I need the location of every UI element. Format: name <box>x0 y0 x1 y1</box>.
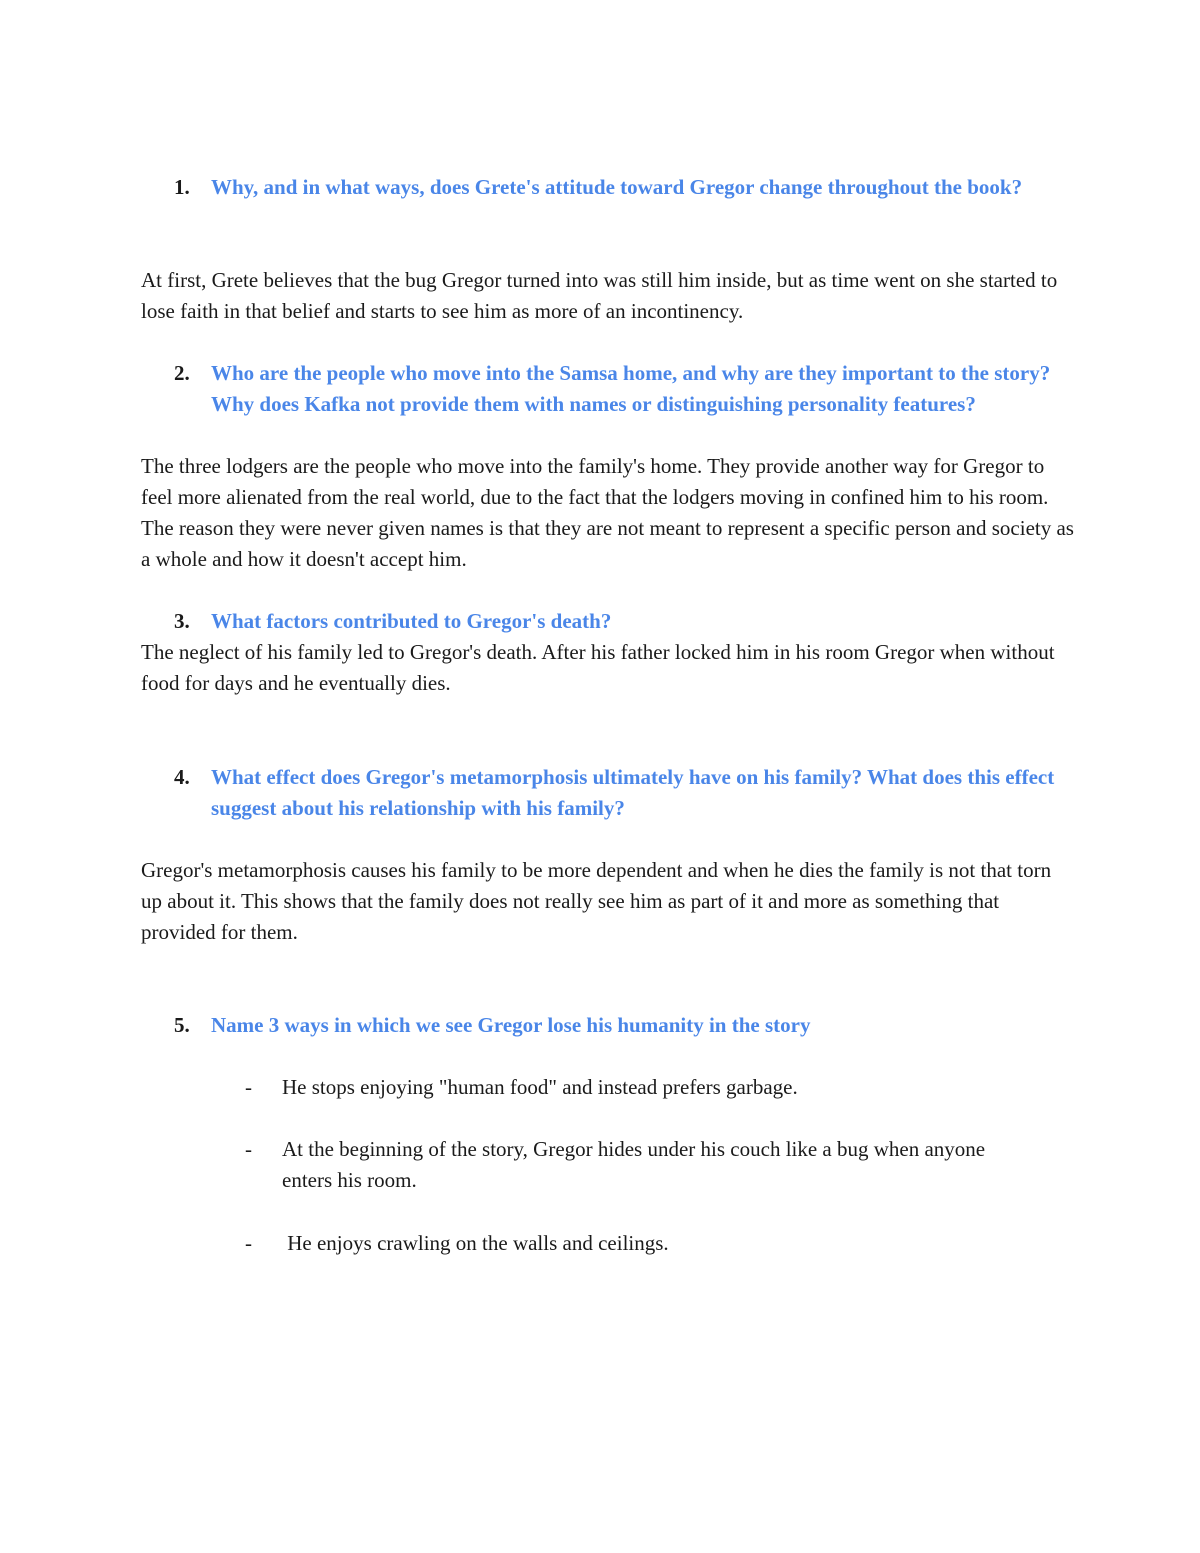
answer-2: The three lodgers are the people who move into the family's home. They provide another way for Gregor to feel more alienated from the real world, due to the fact that the lodgers moving in confined him to his room. The reason they were never given names is that they are not meant to represent a specific person and society as a whole and how it doesn't accept him. <box>141 454 1074 571</box>
answer-1: At first, Grete believes that the bug Gregor turned into was still him inside, but as time went on she started to lose faith in that belief and starts to see him as more of an incontinency. <box>141 268 1058 323</box>
question-5 <box>174 1010 1074 1041</box>
answer-4: Gregor's metamorphosis causes his family to be more dependent and when he dies the family is not that torn up about it. This shows that the family does not really see him as part of it and more as something that provided for them. <box>141 858 1052 944</box>
question-text: Why, and in what ways, does Grete's attitude toward Gregor change throughout the book? <box>211 175 1023 199</box>
question-number: 1. <box>174 175 190 199</box>
bullet-dash: - <box>245 1137 252 1161</box>
question-4 <box>174 762 1074 824</box>
answer-3: The neglect of his family led to Gregor's death. After his father locked him in his room Gregor when without food for days and he eventually dies. <box>141 640 1055 695</box>
question-1 <box>174 172 1074 203</box>
question-number: 3. <box>174 609 190 633</box>
question-text: What factors contributed to Gregor's death? <box>211 609 612 633</box>
question-3 <box>174 606 1074 637</box>
question-text: Who are the people who move into the Samsa home, and why are they important to the story? Why does Kafka not provide them with names or distinguishing personality features? <box>211 361 1051 416</box>
bullet-item-2 <box>245 1134 1045 1196</box>
bullet-text: He stops enjoying "human food" and instead prefers garbage. <box>282 1075 798 1099</box>
bullet-dash: - <box>245 1231 252 1255</box>
bullet-text: At the beginning of the story, Gregor hides under his couch like a bug when anyone enters his room. <box>282 1137 986 1192</box>
bullet-dash: - <box>245 1075 252 1099</box>
question-number: 4. <box>174 765 190 789</box>
question-2 <box>174 358 1074 420</box>
bullet-item-1 <box>245 1072 1045 1103</box>
question-number: 5. <box>174 1013 190 1037</box>
bullet-item-3 <box>245 1228 1045 1259</box>
question-text: Name 3 ways in which we see Gregor lose his humanity in the story <box>211 1013 811 1037</box>
bullet-text: He enjoys crawling on the walls and ceilings. <box>282 1231 669 1255</box>
question-number: 2. <box>174 361 190 385</box>
question-text: What effect does Gregor's metamorphosis ultimately have on his family? What does this effect suggest about his relationship with his family? <box>211 765 1055 820</box>
